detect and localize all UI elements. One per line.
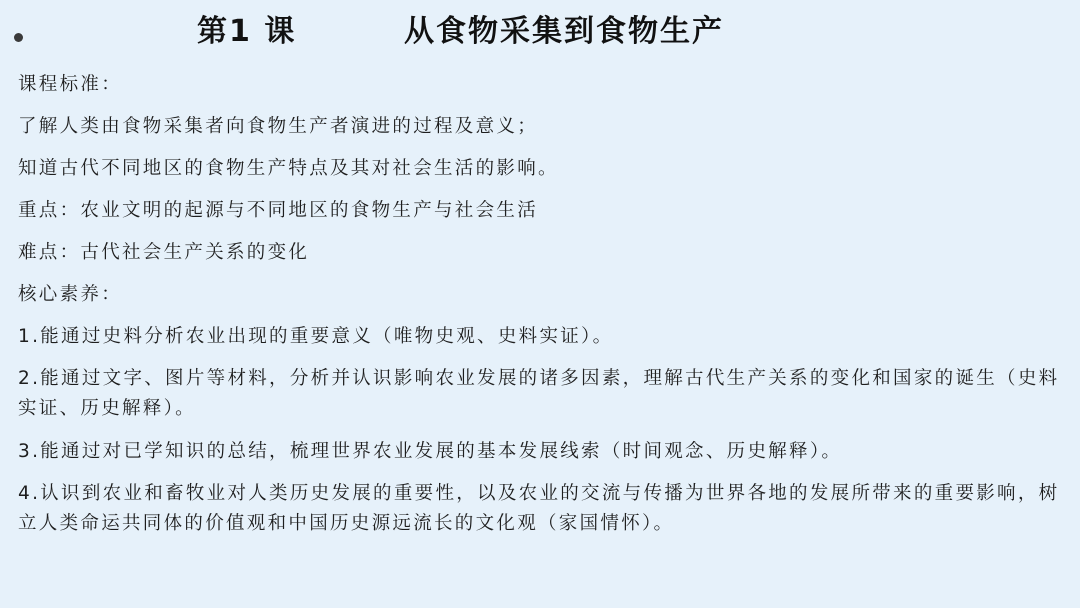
standard-item: 了解人类由食物采集者向食物生产者演进的过程及意义； (18, 116, 539, 137)
key-point: 重点：农业文明的起源与不同地区的食物生产与社会生活 (18, 200, 539, 221)
slide-title (0, 8, 1080, 56)
standard-heading: 课程标准： (18, 74, 123, 95)
lesson-title: 从食物采集到食物生产 (404, 14, 724, 49)
lesson-number: 第1 课 (197, 14, 297, 49)
literacy-heading: 核心素养： (18, 284, 123, 305)
literacy-item: 3.能通过对已学知识的总结，梳理世界农业发展的基本发展线索（时间观念、历史解释）。 (18, 441, 843, 462)
difficulty: 难点：古代社会生产关系的变化 (18, 242, 310, 263)
literacy-item: 1.能通过史料分析农业出现的重要意义（唯物史观、史料实证）。 (18, 326, 614, 347)
slide-content (18, 64, 1068, 546)
standard-item: 知道古代不同地区的食物生产特点及其对社会生活的影响。 (18, 158, 559, 179)
literacy-item: 4.认识到农业和畜牧业对人类历史发展的重要性，以及农业的交流与传播为世界各地的发展所带来的重要影响，树立人类命运共同体的价值观和中国历史源远流长的文化观（家国情怀）。 (18, 483, 1060, 534)
literacy-item: 2.能通过文字、图片等材料，分析并认识影响农业发展的诸多因素，理解古代生产关系的变化和国家的诞生（史料实证、历史解释）。 (18, 368, 1060, 419)
